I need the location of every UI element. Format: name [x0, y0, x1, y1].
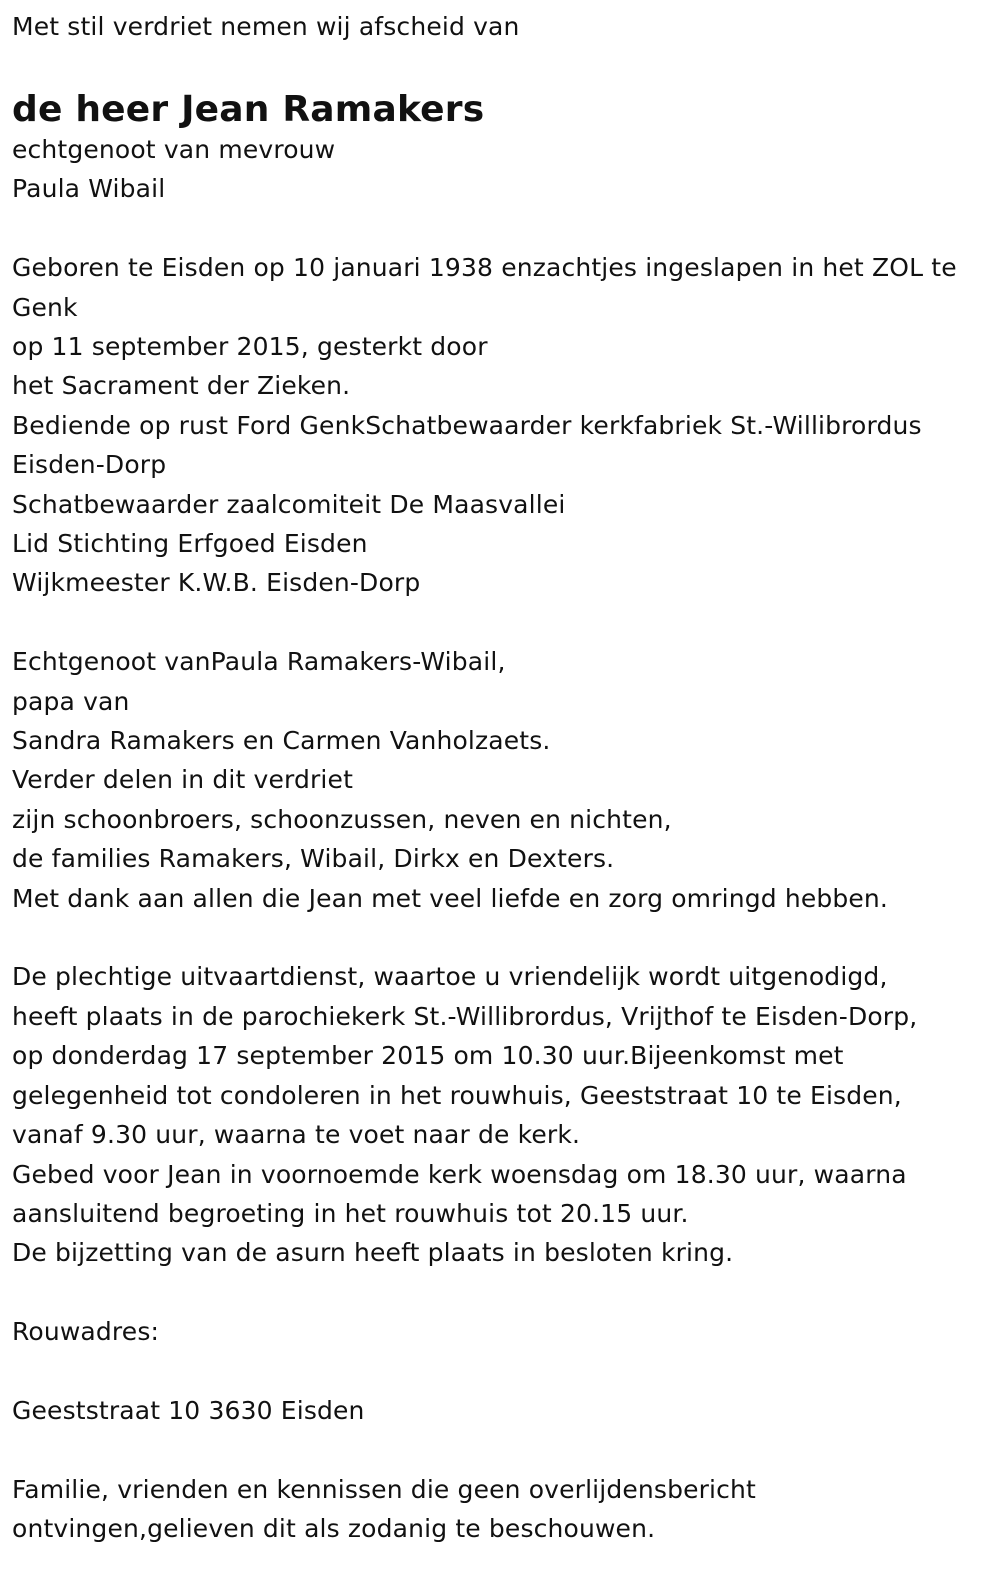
service-line: De plechtige uitvaartdienst, waartoe u vriendelijk wordt uitgenodigd, — [12, 962, 888, 992]
life-line: Bediende op rust Ford GenkSchatbewaarder kerkfabriek St.-Willibrordus — [12, 410, 922, 440]
paragraph-gap — [12, 603, 988, 642]
service-line: aansluitend begroeting in het rouwhuis tot 20.15 uur. — [12, 1198, 689, 1228]
family-line: de families Ramakers, Wibail, Dirkx en Dexters. — [12, 844, 615, 874]
service-section — [12, 957, 988, 1272]
mourning-address: Geeststraat 10 3630 Eisden — [12, 1395, 365, 1425]
service-line: vanaf 9.30 uur, waarna te voet naar de kerk. — [12, 1120, 581, 1150]
closing-section — [12, 1470, 988, 1549]
life-line: Wijkmeester K.W.B. Eisden-Dorp — [12, 568, 421, 598]
family-line: Echtgenoot vanPaula Ramakers-Wibail, — [12, 647, 506, 677]
paragraph-gap — [12, 1430, 988, 1469]
closing-line: ontvingen,gelieven dit als zodanig te beschouwen. — [12, 1514, 656, 1544]
family-line: Sandra Ramakers en Carmen Vanholzaets. — [12, 726, 551, 756]
family-line: Met dank aan allen die Jean met veel liefde en zorg omringd hebben. — [12, 883, 889, 913]
service-line: gelegenheid tot condoleren in het rouwhuis, Geeststraat 10 te Eisden, — [12, 1080, 902, 1110]
spouse-line: echtgenoot van mevrouw — [12, 135, 336, 164]
paragraph-gap — [12, 1273, 988, 1312]
family-line: zijn schoonbroers, schoonzussen, neven en nichten, — [12, 804, 672, 834]
service-line: op donderdag 17 september 2015 om 10.30 uur.Bijeenkomst met — [12, 1041, 844, 1071]
life-line: Genk — [12, 292, 78, 322]
family-section — [12, 642, 988, 918]
paragraph-gap — [12, 918, 988, 957]
life-line: Lid Stichting Erfgoed Eisden — [12, 529, 368, 559]
service-line: De bijzetting van de asurn heeft plaats in besloten kring. — [12, 1238, 734, 1268]
life-line: Schatbewaarder zaalcomiteit De Maasvallei — [12, 489, 566, 519]
life-line: op 11 september 2015, gesterkt door — [12, 332, 488, 362]
life-line: Geboren te Eisden op 10 januari 1938 enzachtjes ingeslapen in het ZOL te — [12, 253, 957, 283]
life-line: Eisden-Dorp — [12, 450, 167, 480]
paragraph-gap — [12, 1352, 988, 1391]
intro-text: Met stil verdriet nemen wij afscheid van — [12, 12, 520, 41]
life-line: het Sacrament der Zieken. — [12, 371, 351, 401]
service-line: heeft plaats in de parochiekerk St.-Willibrordus, Vrijthof te Eisden-Dorp, — [12, 1001, 918, 1031]
deceased-name: de heer Jean Ramakers — [12, 89, 485, 130]
paragraph-gap — [12, 209, 988, 248]
family-line: papa van — [12, 686, 130, 716]
life-section — [12, 248, 988, 603]
address-label: Rouwadres: — [12, 1317, 160, 1347]
service-line: Gebed voor Jean in voornoemde kerk woensdag om 18.30 uur, waarna — [12, 1159, 907, 1189]
closing-line: Familie, vrienden en kennissen die geen overlijdensbericht — [12, 1474, 756, 1504]
family-line: Verder delen in dit verdriet — [12, 765, 354, 795]
spouse-line: Paula Wibail — [12, 174, 166, 204]
spouse-section — [12, 130, 988, 209]
